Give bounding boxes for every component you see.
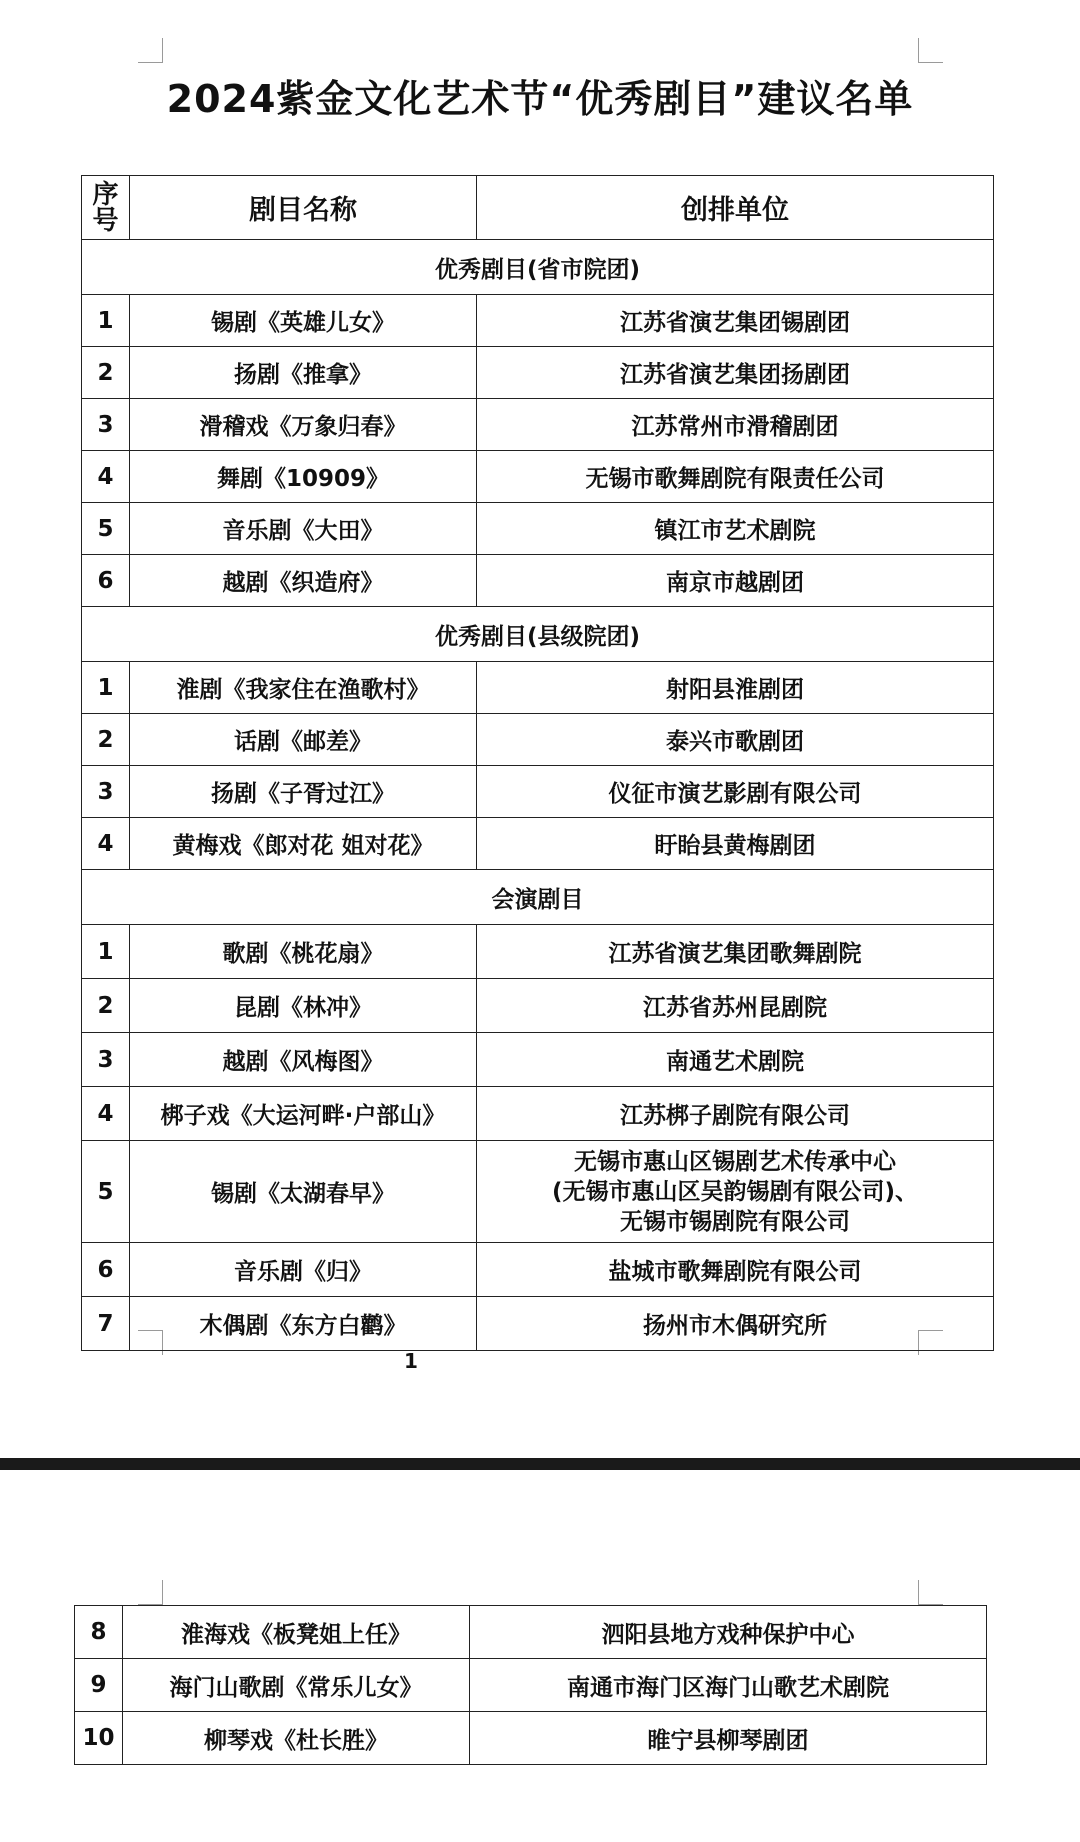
row-org: 仪征市演艺影剧有限公司: [477, 766, 994, 818]
program-table: [81, 175, 994, 1351]
crop-mark-top-left: [138, 1580, 163, 1605]
row-name: 淮海戏《板凳姐上任》: [123, 1606, 470, 1659]
table-row: [82, 347, 994, 399]
table-row: [82, 925, 994, 979]
table-row: [75, 1606, 987, 1659]
table-row: [82, 503, 994, 555]
row-no: 2: [82, 979, 130, 1033]
header-org: 创排单位: [477, 176, 994, 240]
row-no: 2: [82, 714, 130, 766]
row-no: 4: [82, 451, 130, 503]
row-org: 睢宁县柳琴剧团: [470, 1712, 987, 1765]
row-name: 音乐剧《大田》: [130, 503, 477, 555]
row-name: 锡剧《太湖春早》: [130, 1141, 477, 1243]
row-name: 扬剧《推拿》: [130, 347, 477, 399]
row-org: 江苏常州市滑稽剧团: [477, 399, 994, 451]
crop-mark-top-left: [138, 38, 163, 63]
header-name: 剧目名称: [130, 176, 477, 240]
row-org: 江苏省演艺集团扬剧团: [477, 347, 994, 399]
page-number: 1: [404, 1349, 418, 1373]
row-org: 泰兴市歌剧团: [477, 714, 994, 766]
table-row: [82, 714, 994, 766]
row-name: 越剧《织造府》: [130, 555, 477, 607]
row-no: 4: [82, 1087, 130, 1141]
row-org: 扬州市木偶研究所: [477, 1297, 994, 1351]
table-row: [82, 818, 994, 870]
row-name: 音乐剧《归》: [130, 1243, 477, 1297]
row-no: 8: [75, 1606, 123, 1659]
table-row: [82, 979, 994, 1033]
row-name: 柳琴戏《杜长胜》: [123, 1712, 470, 1765]
row-name: 歌剧《桃花扇》: [130, 925, 477, 979]
row-no: 1: [82, 295, 130, 347]
row-org: 盱眙县黄梅剧团: [477, 818, 994, 870]
table-row: [82, 399, 994, 451]
section-title: 优秀剧目(省市院团): [82, 240, 994, 295]
row-no: 1: [82, 662, 130, 714]
row-no: 1: [82, 925, 130, 979]
row-no: 4: [82, 818, 130, 870]
row-org: 江苏梆子剧院有限公司: [477, 1087, 994, 1141]
row-name: 黄梅戏《郎对花 姐对花》: [130, 818, 477, 870]
row-no: 10: [75, 1712, 123, 1765]
org-line: 无锡市惠山区锡剧艺术传承中心: [574, 1148, 896, 1175]
row-no: 6: [82, 1243, 130, 1297]
row-name: 扬剧《子胥过江》: [130, 766, 477, 818]
section-title: 优秀剧目(县级院团): [82, 607, 994, 662]
row-name: 木偶剧《东方白鹳》: [130, 1297, 477, 1351]
table-row: [82, 555, 994, 607]
org-line: (无锡市惠山区吴韵锡剧有限公司)、: [551, 1178, 919, 1205]
table-row: [82, 1033, 994, 1087]
table-row: [82, 1297, 994, 1351]
table-row: [82, 1141, 994, 1243]
crop-mark-top-right: [918, 38, 943, 63]
table-row: [82, 1087, 994, 1141]
row-no: 6: [82, 555, 130, 607]
row-no: 5: [82, 1141, 130, 1243]
row-name: 话剧《邮差》: [130, 714, 477, 766]
row-org: 射阳县淮剧团: [477, 662, 994, 714]
row-no: 2: [82, 347, 130, 399]
header-no: 序号: [82, 176, 130, 240]
row-name: 舞剧《10909》: [130, 451, 477, 503]
row-no: 5: [82, 503, 130, 555]
row-org: 泗阳县地方戏种保护中心: [470, 1606, 987, 1659]
table-row: [82, 451, 994, 503]
row-no: 3: [82, 766, 130, 818]
row-name: 越剧《风梅图》: [130, 1033, 477, 1087]
row-org: 盐城市歌舞剧院有限公司: [477, 1243, 994, 1297]
table-row: [82, 662, 994, 714]
section-header: [82, 870, 994, 925]
document-title: 2024紫金文化艺术节“优秀剧目”建议名单: [166, 77, 914, 121]
table-row: [82, 1243, 994, 1297]
row-name: 滑稽戏《万象归春》: [130, 399, 477, 451]
table-row: [75, 1712, 987, 1765]
row-no: 7: [82, 1297, 130, 1351]
section-title: 会演剧目: [82, 870, 994, 925]
row-name: 昆剧《林冲》: [130, 979, 477, 1033]
row-org: 南通艺术剧院: [477, 1033, 994, 1087]
page-separator: [0, 1458, 1080, 1470]
row-name: 海门山歌剧《常乐儿女》: [123, 1659, 470, 1712]
row-no: 3: [82, 399, 130, 451]
table-header-row: [82, 176, 994, 240]
org-line: 无锡市锡剧院有限公司: [620, 1208, 850, 1235]
table-row: [75, 1659, 987, 1712]
table-row: [82, 295, 994, 347]
row-org: 无锡市歌舞剧院有限责任公司: [477, 451, 994, 503]
row-no: 3: [82, 1033, 130, 1087]
row-no: 9: [75, 1659, 123, 1712]
table-row: [82, 766, 994, 818]
section-header: [82, 240, 994, 295]
row-org: 南京市越剧团: [477, 555, 994, 607]
row-name: 锡剧《英雄儿女》: [130, 295, 477, 347]
row-org: 江苏省演艺集团锡剧团: [477, 295, 994, 347]
row-org: 南通市海门区海门山歌艺术剧院: [470, 1659, 987, 1712]
row-org: [477, 1141, 994, 1243]
row-name: 梆子戏《大运河畔·户部山》: [130, 1087, 477, 1141]
row-org: 镇江市艺术剧院: [477, 503, 994, 555]
program-table-continued: [74, 1605, 987, 1765]
crop-mark-top-right: [918, 1580, 943, 1605]
document-page-2: [0, 1470, 1080, 1842]
row-org: 江苏省苏州昆剧院: [477, 979, 994, 1033]
row-name: 淮剧《我家住在渔歌村》: [130, 662, 477, 714]
section-header: [82, 607, 994, 662]
row-org: 江苏省演艺集团歌舞剧院: [477, 925, 994, 979]
